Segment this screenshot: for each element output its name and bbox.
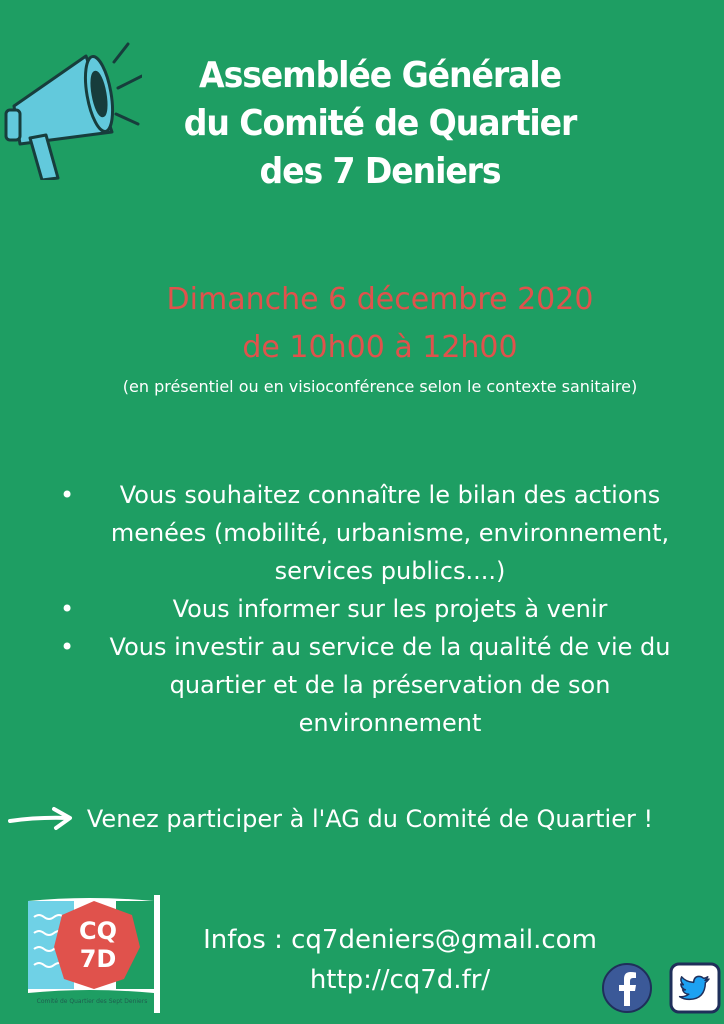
- list-item-text: Vous informer sur les projets à venir: [172, 595, 608, 623]
- contact-email[interactable]: Infos : cq7deniers@gmail.com: [203, 925, 597, 955]
- bullet-dot: •: [60, 481, 75, 509]
- website-link[interactable]: http://cq7d.fr/: [309, 965, 491, 995]
- event-datetime: [60, 276, 700, 372]
- list-item: [40, 590, 700, 628]
- megaphone-icon: [2, 40, 142, 180]
- bullet-dot: •: [60, 595, 75, 623]
- event-note: (en présentiel ou en visioconférence selon le contexte sanitaire): [122, 377, 638, 396]
- facebook-icon[interactable]: [601, 962, 653, 1014]
- logo-text-7d: 7D: [79, 945, 117, 973]
- title-line-1: Assemblée Générale: [199, 55, 561, 96]
- list-item-text: Vous souhaitez connaître le bilan des actions menées (mobilité, urbanisme, environnement, services publics....): [110, 481, 670, 585]
- twitter-icon[interactable]: [669, 962, 721, 1014]
- list-item-text: Vous investir au service de la qualité de vie du quartier et de la préservation de son environnement: [109, 633, 671, 737]
- list-item: [40, 628, 700, 742]
- event-time: de 10h00 à 12h00: [242, 330, 518, 365]
- logo-caption: Comité de Quartier des Sept Deniers: [36, 998, 148, 1005]
- arrow-right-icon: [8, 805, 74, 833]
- logo-text-cq: CQ: [78, 917, 118, 945]
- bullet-list: [40, 476, 700, 742]
- contact-info: [170, 920, 630, 1000]
- event-date: Dimanche 6 décembre 2020: [166, 282, 594, 317]
- title-line-2: du Comité de Quartier: [183, 103, 577, 144]
- title-line-3: des 7 Deniers: [259, 151, 501, 192]
- page-title: [168, 52, 591, 196]
- bullet-dot: •: [60, 633, 75, 661]
- list-item: [40, 476, 700, 590]
- cq7d-logo: [28, 895, 164, 1013]
- call-to-action: Venez participer à l'AG du Comité de Quartier !: [86, 805, 654, 833]
